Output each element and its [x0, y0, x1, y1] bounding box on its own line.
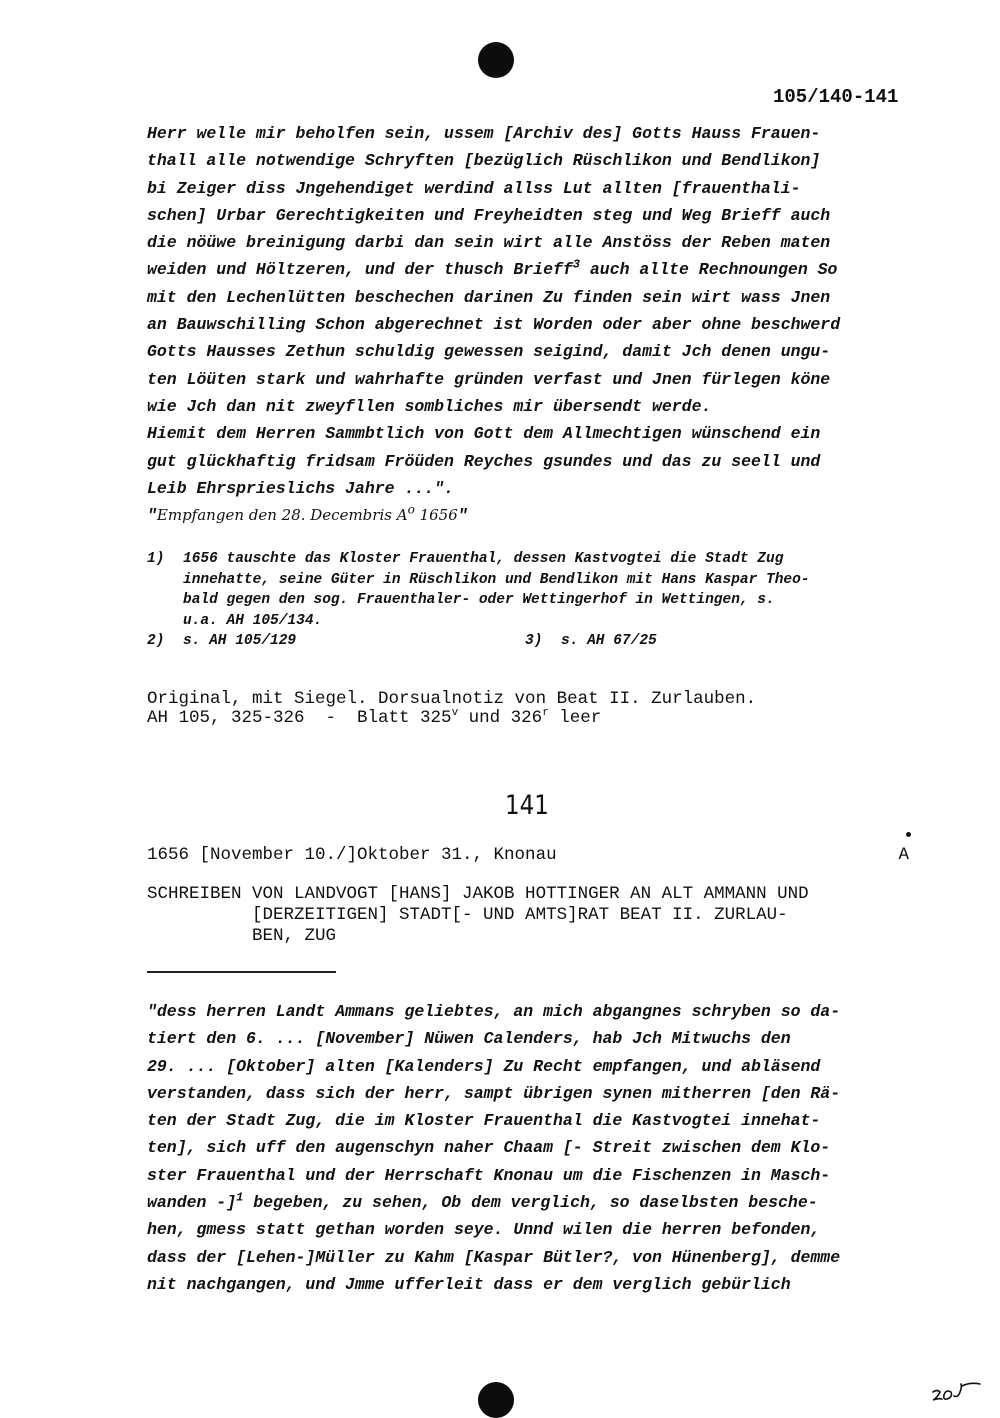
footnote-1 — [147, 549, 907, 631]
text-line: verstanden, dass sich der herr, sampt übrigen synen mitherren [den Rä- — [147, 1083, 841, 1103]
receipt-note — [147, 502, 907, 529]
document-type: A — [898, 845, 909, 865]
text-line: Leib Ehrsprieslichs Jahre ...". — [147, 478, 454, 498]
title-line: [DERZEITIGEN] STADT[- UND AMTS]RAT BEAT II. ZURLAU- — [147, 905, 788, 925]
text-line: Hiemit dem Herren Sammbtlich von Gott dem Allmechtigen wünschend ein — [147, 424, 821, 444]
text-line: "dess herren Landt Ammans geliebtes, an mich abgangnes schryben so da- — [147, 1002, 841, 1021]
receipt-superscript: o — [407, 502, 415, 517]
text-fragment: AH 105, 325-326 - Blatt 325 — [147, 708, 452, 728]
section-divider — [147, 971, 336, 973]
letter-140-text — [147, 120, 907, 529]
document-number: 141 — [505, 790, 549, 821]
footnote-number: 1) — [147, 551, 165, 567]
text-line: die nöüwe breinigung darbi dan sein wirt alle Anstöss der Reben maten — [147, 233, 831, 253]
text-fragment: wanden -] — [147, 1193, 237, 1213]
text-fragment: und 326 — [458, 708, 543, 728]
recto-mark: r — [542, 707, 549, 720]
source-note — [147, 690, 907, 728]
text-line: ten Löüten stark und wahrhafte gründen verfast und Jnen fürlegen köne — [147, 369, 831, 389]
text-line: Gotts Hausses Zethun schuldig gewessen seigind, damit Jch denen ungu- — [147, 342, 831, 362]
text-line: dass der [Lehen-]Müller zu Kahm [Kaspar Bütler?, von Hünenberg], demme — [147, 1247, 841, 1267]
receipt-text: Empfangen den 28. Decembris A — [156, 506, 408, 525]
text-line: ten], sich uff den augenschyn naher Chaam [- Streit zwischen dem Klo- — [147, 1138, 831, 1158]
source-line — [147, 709, 907, 728]
text-fragment: auch allte Rechnoungen So — [579, 260, 838, 280]
verso-mark: v — [451, 707, 459, 720]
date-line — [147, 845, 909, 865]
text-line — [147, 1189, 907, 1216]
footnote-line: bald gegen den sog. Frauenthaler- oder Wettingerhof in Wettingen, s. — [183, 592, 775, 608]
text-line: an Bauwschilling Schon abgerechnet ist Worden oder aber ohne beschwerd — [147, 315, 841, 335]
footnote-line: 1656 tauschte das Kloster Frauenthal, dessen Kastvogtei die Stadt Zug — [183, 551, 784, 567]
footnote-line: innehatte, seine Güter in Rüschlikon und Bendlikon mit Hans Kaspar Theo- — [183, 571, 810, 588]
text-line: ten der Stadt Zug, die im Kloster Frauenthal die Kastvogtei innehat- — [147, 1111, 821, 1131]
text-line: nit nachgangen, und Jmme ufferleit dass er dem verglich gebürlich — [147, 1274, 791, 1294]
footnotes — [147, 549, 907, 652]
text-line: 29. ... [Oktober] alten [Kalenders] Zu Recht empfangen, und abläsend — [147, 1056, 821, 1076]
quote-mark: " — [457, 506, 468, 526]
footnote-line: u.a. AH 105/134. — [183, 612, 323, 629]
handwritten-folio-mark — [930, 1378, 986, 1404]
punch-hole-bottom — [478, 1382, 514, 1418]
receipt-year: 1656 — [414, 506, 458, 525]
footnote-number: 2) — [147, 633, 165, 649]
text-line: Herr welle mir beholfen sein, ussem [Archiv des] Gotts Hauss Frauen- — [147, 124, 821, 143]
letter-141-text — [147, 998, 907, 1298]
text-line: wie Jch dan nit zweyfllen sombliches mir übersendt werde. — [147, 396, 712, 416]
document-title — [147, 884, 809, 947]
footnote-2-text: s. AH 105/129 — [183, 633, 297, 649]
text-line: hen, gmess statt gethan worden seye. Unnd wilen die herren befonden, — [147, 1220, 821, 1240]
text-line: mit den Lechenlütten beschechen darinen Zu finden sein wirt wass Jnen — [147, 287, 831, 307]
date-place: 1656 [November 10./]Oktober 31., Knonau — [147, 845, 557, 865]
title-line: SCHREIBEN VON LANDVOGT [HANS] JAKOB HOTTINGER AN ALT AMMANN UND — [147, 884, 809, 904]
footnote-2-3 — [147, 631, 907, 652]
text-line: thall alle notwendige Schryften [bezüglich Rüschlikon und Bendlikon] — [147, 151, 821, 171]
source-line: Original, mit Siegel. Dorsualnotiz von Beat II. Zurlauben. — [147, 689, 757, 709]
text-line: gut glückhaftig fridsam Fröüden Reyches gsundes und das zu seell und — [147, 451, 821, 471]
footnote-ref-1[interactable]: 1 — [236, 1190, 244, 1205]
quote-mark: " — [147, 506, 157, 526]
text-line: bi Zeiger diss Jngehendiget werdind allss Lut allten [frauenthali- — [147, 178, 801, 198]
footnote-number: 3) — [525, 633, 543, 649]
text-line: schen] Urbar Gerechtigkeiten und Freyheidten steg und Weg Brieff auch — [147, 205, 831, 225]
title-line: BEN, ZUG — [147, 926, 337, 946]
text-line: tiert den 6. ... [November] Nüwen Calenders, hab Jch Mitwuchs den — [147, 1029, 791, 1049]
text-line: ster Frauenthal und der Herrschaft Knonau um die Fischenzen in Masch- — [147, 1165, 831, 1185]
text-fragment: leer — [548, 708, 602, 728]
page-reference: 105/140-141 — [773, 86, 899, 108]
text-fragment: weiden und Höltzeren, und der thusch Brieff — [147, 260, 573, 280]
footnote-ref-3[interactable]: 3 — [572, 257, 580, 272]
text-line — [147, 256, 907, 283]
punch-hole-top — [478, 42, 514, 78]
margin-dot — [906, 832, 911, 837]
footnote-3-text: s. AH 67/25 — [561, 633, 657, 649]
text-fragment: begeben, zu sehen, Ob dem verglich, so daselbsten besche- — [243, 1193, 818, 1213]
